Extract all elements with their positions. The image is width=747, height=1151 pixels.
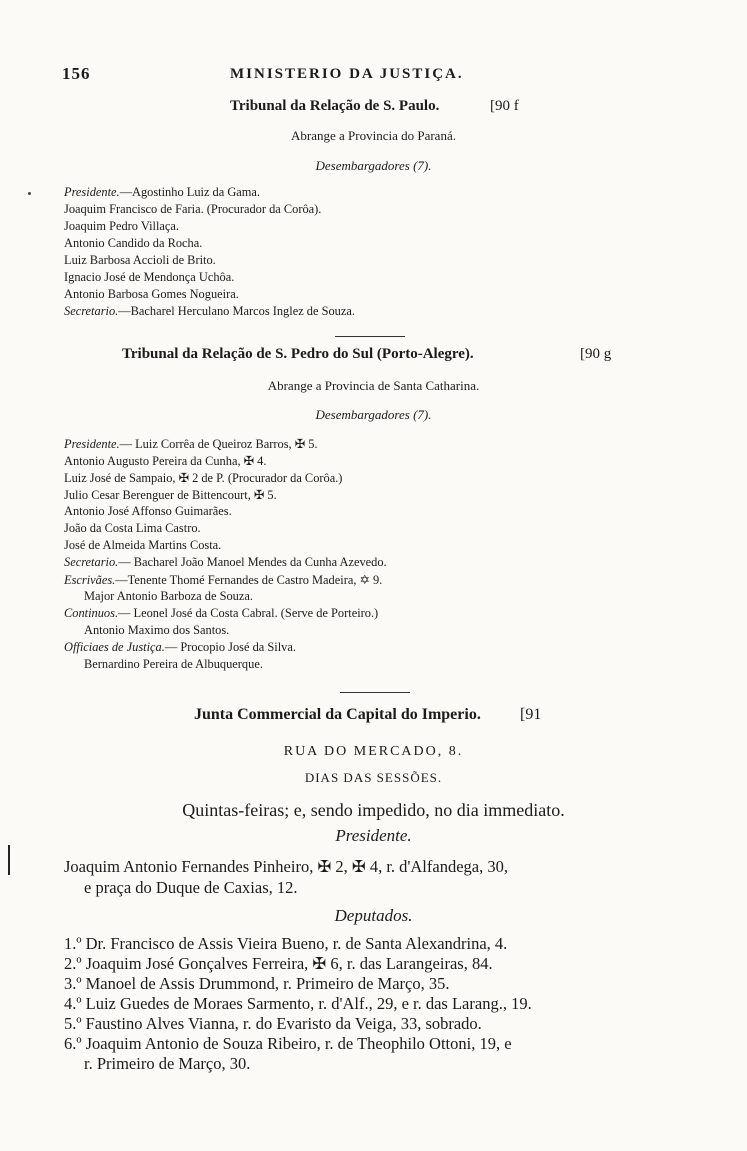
sessions-heading: DIAS DAS SESSÕES. [304, 770, 443, 785]
section-title: Tribunal da Relação de S. Pedro do Sul (Porto-Alegre). [122, 346, 474, 362]
section-divider [340, 692, 410, 693]
margin-mark [8, 845, 10, 875]
list-item: João da Costa Lima Castro. [64, 521, 201, 535]
list-item: Officiaes de Justiça.— Procopio José da Silva. [64, 640, 296, 654]
president-heading: Presidente. [335, 826, 412, 845]
deputy-row: 4.º Luiz Guedes de Moraes Sarmento, r. d'Alf., 29, e r. das Larang., 19. [64, 994, 532, 1013]
president-line: Joaquim Antonio Fernandes Pinheiro, ✠ 2, ✠ 4, r. d'Alfandega, 30, [64, 857, 508, 876]
section-title: Tribunal da Relação de S. Paulo. [230, 98, 440, 114]
address: RUA DO MERCADO, 8. [283, 744, 464, 759]
deputy-row: r. Primeiro de Março, 30. [84, 1054, 251, 1073]
section-subtitle: Abrange a Provincia de Santa Catharina. [267, 378, 480, 393]
list-item: Continuos.— Leonel José da Costa Cabral. (Serve de Porteiro.) [64, 606, 379, 620]
page-number: 156 [62, 64, 91, 83]
president-line: e praça do Duque de Caxias, 12. [84, 878, 298, 897]
list-item: Antonio Barbosa Gomes Nogueira. [64, 287, 239, 301]
sessions-text: Quintas-feiras; e, sendo impedido, no dia immediato. [182, 800, 565, 820]
group-heading: Desembargadores (7). [315, 407, 432, 422]
section-number: [90 f [490, 98, 519, 114]
list-item: Secretario.— Bacharel João Manoel Mendes da Cunha Azevedo. [64, 555, 387, 569]
margin-dot [28, 192, 31, 195]
list-item: José de Almeida Martins Costa. [64, 538, 222, 552]
list-item: Secretario.—Bacharel Herculano Marcos Inglez de Souza. [64, 304, 355, 318]
list-item: Joaquim Pedro Villaça. [64, 219, 179, 233]
list-item: Escrivães.—Tenente Thomé Fernandes de Castro Madeira, ✡ 9. [64, 573, 383, 587]
deputies-heading: Deputados. [334, 906, 413, 925]
deputy-row: 5.º Faustino Alves Vianna, r. do Evaristo da Veiga, 33, sobrado. [64, 1014, 482, 1033]
section-subtitle: Abrange a Provincia do Paraná. [291, 128, 456, 143]
deputy-row: 6.º Joaquim Antonio de Souza Ribeiro, r. de Theophilo Ottoni, 19, e [64, 1034, 512, 1053]
group-heading: Desembargadores (7). [315, 158, 432, 173]
list-item: Presidente.—Agostinho Luiz da Gama. [64, 185, 261, 199]
list-item: Antonio José Affonso Guimarães. [64, 504, 232, 518]
list-item: Joaquim Francisco de Faria. (Procurador da Corôa). [64, 202, 322, 216]
list-item: Luiz José de Sampaio, ✠ 2 de P. (Procurador da Corôa.) [64, 471, 343, 485]
list-item: Luiz Barbosa Accioli de Brito. [64, 253, 216, 267]
list-item: Antonio Maximo dos Santos. [84, 623, 230, 637]
section-number: [90 g [580, 346, 612, 362]
running-header: MINISTERIO DA JUSTIÇA. [230, 66, 464, 82]
list-item: Ignacio José de Mendonça Uchôa. [64, 270, 235, 284]
list-item: Julio Cesar Berenguer de Bittencourt, ✠ 5. [64, 488, 277, 502]
list-item: Bernardino Pereira de Albuquerque. [84, 657, 263, 671]
section-divider [335, 336, 405, 337]
deputy-row: 2.º Joaquim José Gonçalves Ferreira, ✠ 6, r. das Larangeiras, 84. [64, 954, 493, 973]
list-item: Presidente.— Luiz Corrêa de Queiroz Barros, ✠ 5. [64, 437, 318, 451]
deputy-row: 1.º Dr. Francisco de Assis Vieira Bueno, r. de Santa Alexandrina, 4. [64, 934, 508, 953]
list-item: Major Antonio Barboza de Souza. [84, 589, 253, 603]
section-number: [91 [520, 706, 542, 723]
list-item: Antonio Augusto Pereira da Cunha, ✠ 4. [64, 454, 267, 468]
list-item: Antonio Candido da Rocha. [64, 236, 203, 250]
deputy-row: 3.º Manoel de Assis Drummond, r. Primeiro de Março, 35. [64, 974, 450, 993]
section-title: Junta Commercial da Capital do Imperio. [194, 706, 481, 723]
